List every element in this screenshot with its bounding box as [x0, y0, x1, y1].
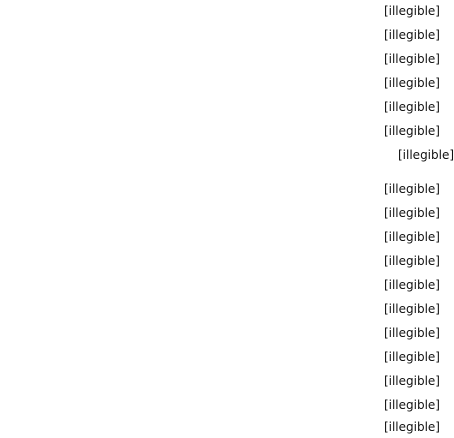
article-line: [illegible] — [383, 326, 440, 340]
article-line: [illegible] — [383, 76, 440, 90]
article-body — [10, 0, 454, 438]
article-line: [illegible] — [383, 420, 440, 434]
article-line: [illegible] — [383, 28, 440, 42]
article-line: [illegible] — [383, 4, 440, 18]
article-line: [illegible] — [383, 182, 440, 196]
article-line: [illegible] — [383, 374, 440, 388]
article-line: [illegible] — [383, 398, 440, 412]
article-line: [illegible] — [383, 254, 440, 268]
article-line: [illegible] — [383, 302, 440, 316]
article-line: [illegible] — [383, 124, 440, 138]
article-line: [illegible] — [383, 100, 440, 114]
article-line: [illegible] — [383, 52, 440, 66]
article-line: [illegible] — [383, 230, 440, 244]
article-line: [illegible] — [398, 148, 454, 162]
article-line: [illegible] — [383, 350, 440, 364]
article-line: [illegible] — [383, 278, 440, 292]
article-line: [illegible] — [383, 206, 440, 220]
